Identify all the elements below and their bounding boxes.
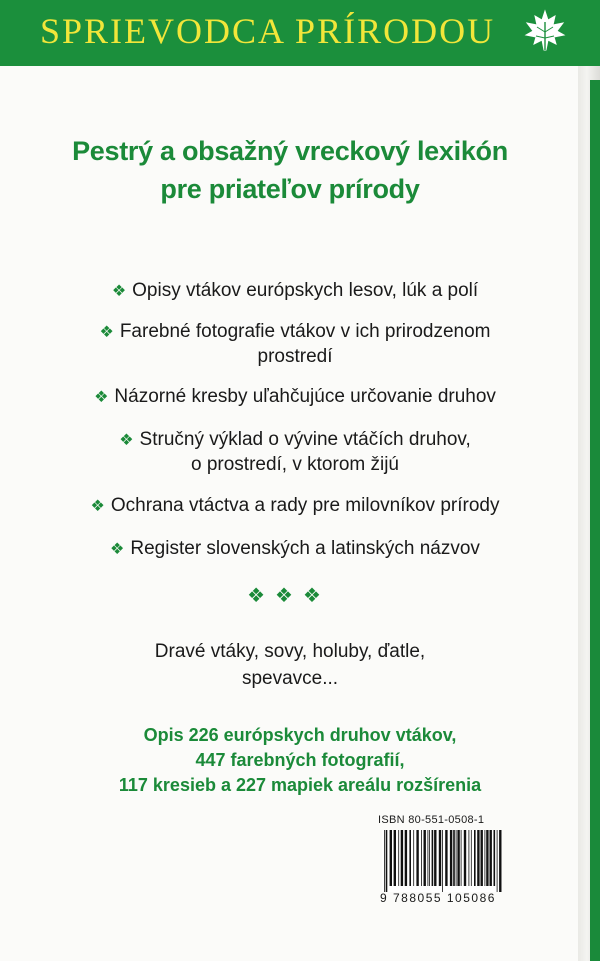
barcode-bar	[450, 830, 452, 886]
stats-line-3: 117 kresieb a 227 mapiek areálu rozšírenia	[118, 775, 482, 795]
headline-line-1: Pestrý a obsažný vreckový lexikón	[72, 136, 508, 166]
bullet-diamond-icon: ❖	[99, 324, 114, 341]
feature-text-cont: o prostredí, v ktorom žijú	[190, 454, 400, 475]
feature-text: Farebné fotografie vtákov v ich prirodzenom	[119, 321, 491, 342]
bullet-diamond-icon: ❖	[94, 389, 109, 406]
feature-item	[40, 385, 550, 410]
barcode-bar	[384, 830, 385, 892]
feature-text: Stručný výklad o vývine vtáčích druhov,	[139, 429, 471, 450]
tagline	[80, 638, 500, 692]
barcode-bar	[398, 830, 399, 886]
feature-text: Ochrana vtáctva a rady pre milovníkov prírody	[110, 495, 500, 516]
feature-item	[40, 537, 550, 562]
diamond-separator-icon: ❖❖❖	[247, 585, 331, 607]
barcode-bar	[439, 830, 441, 886]
barcode-bar	[469, 830, 470, 886]
feature-item	[40, 320, 550, 369]
stats-line-2: 447 farebných fotografií,	[195, 750, 405, 770]
content-stats	[40, 723, 560, 798]
barcode-bar	[416, 830, 418, 886]
feature-text: Register slovenských a latinských názvov	[130, 538, 480, 559]
series-title: SPRIEVODCA PRÍRODOU	[40, 11, 496, 51]
feature-text-cont: prostredí	[257, 346, 333, 367]
barcode-bar	[386, 830, 388, 892]
barcode-bar	[464, 830, 466, 886]
barcode-bar	[429, 830, 430, 886]
barcode-bar	[394, 830, 396, 886]
barcode-bar	[490, 830, 492, 886]
barcode-bar	[471, 830, 472, 886]
barcode-bar	[461, 830, 462, 886]
barcode-bar	[445, 830, 447, 886]
feature-item	[40, 428, 550, 477]
barcode-bar	[401, 830, 403, 886]
barcode-bar	[486, 830, 488, 886]
headline	[30, 132, 550, 208]
barcode-bar	[477, 830, 479, 886]
barcode-bar	[413, 830, 414, 886]
barcode-bar	[424, 830, 426, 886]
spine-strip	[590, 80, 600, 961]
feature-item	[40, 494, 550, 519]
barcode-bar	[390, 830, 392, 886]
maple-leaf-icon	[522, 8, 568, 54]
barcode-bar	[409, 830, 411, 886]
barcode-bar	[428, 830, 429, 886]
barcode-bar	[434, 830, 436, 886]
stats-line-1: Opis 226 európskych druhov vtákov,	[143, 725, 457, 745]
barcode-bar	[456, 830, 457, 886]
barcode-number: 9 788055 105086	[380, 891, 496, 905]
barcode-bar	[405, 830, 407, 886]
barcode-bar	[481, 830, 483, 886]
barcode-bar	[474, 830, 476, 886]
barcode-bar	[432, 830, 434, 886]
bullet-diamond-icon: ❖	[90, 498, 105, 515]
barcode-bar	[421, 830, 422, 886]
barcode-bar	[499, 830, 501, 892]
headline-line-2: pre priateľov prírody	[160, 174, 420, 204]
series-header	[0, 0, 600, 66]
barcode-bar	[453, 830, 455, 886]
bullet-diamond-icon: ❖	[110, 541, 125, 558]
barcode-bar	[442, 830, 443, 892]
barcode-bar	[494, 830, 496, 886]
bullet-diamond-icon: ❖	[119, 432, 134, 449]
tagline-line-2: spevavce...	[241, 668, 339, 689]
tagline-line-1: Dravé vtáky, sovy, holuby, ďatle,	[154, 641, 426, 662]
barcode-bar	[485, 830, 486, 886]
isbn-label: ISBN 80-551-0508-1	[378, 814, 485, 826]
feature-item	[40, 279, 550, 304]
bullet-diamond-icon: ❖	[111, 283, 127, 300]
feature-text: Názorné kresby uľahčujúce určovanie druhov	[114, 386, 496, 407]
barcode-bar	[457, 830, 459, 886]
barcode-bar	[497, 830, 498, 892]
barcode	[382, 830, 502, 892]
feature-text: Opisy vtákov európskych lesov, lúk a polí	[132, 280, 479, 301]
